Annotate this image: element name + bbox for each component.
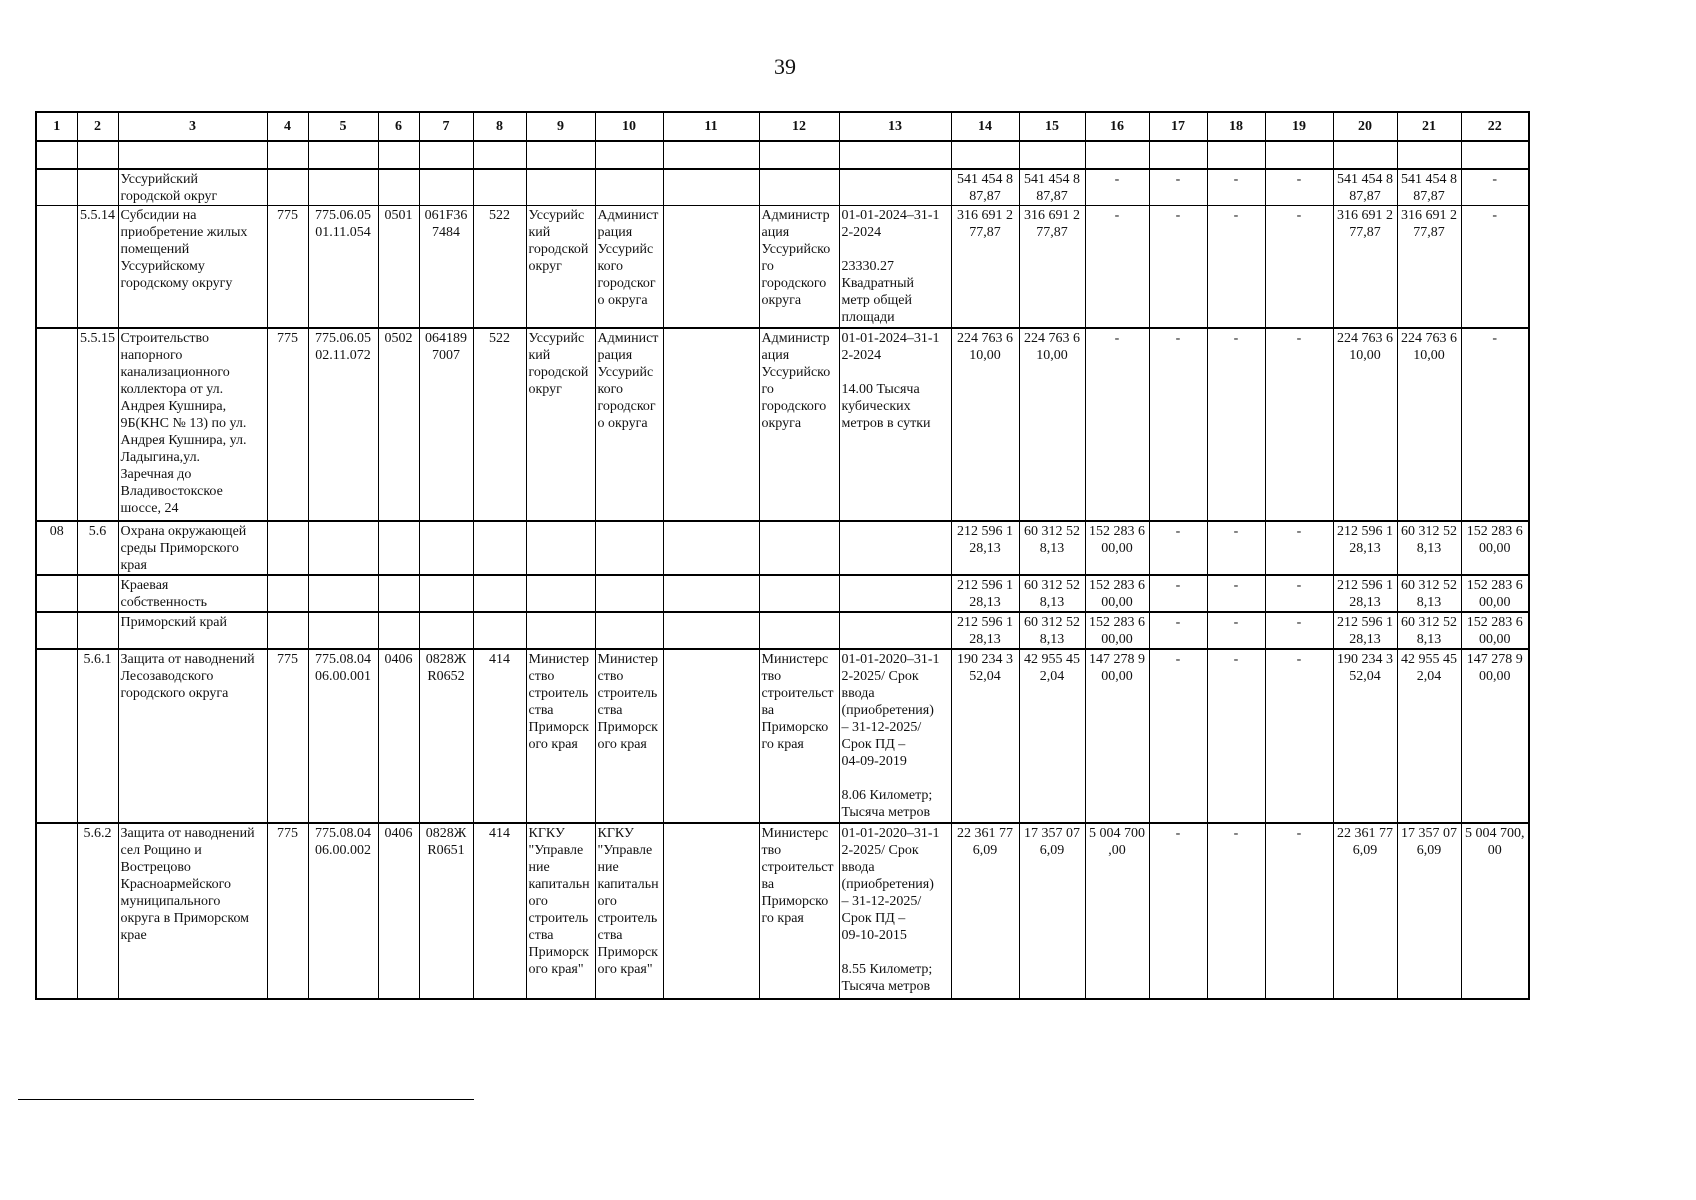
table-cell: 224 763 6 10,00 — [1333, 328, 1397, 521]
empty-cell — [595, 141, 663, 169]
table-cell: 224 763 6 10,00 — [1019, 328, 1085, 521]
table-cell: - — [1461, 206, 1529, 328]
table-cell: Охрана окружающей среды Приморского края — [118, 521, 267, 575]
table-cell — [308, 575, 378, 612]
empty-cell — [118, 141, 267, 169]
table-cell — [36, 169, 77, 206]
table-cell: 60 312 52 8,13 — [1397, 612, 1461, 649]
empty-cell — [308, 141, 378, 169]
column-header: 6 — [378, 112, 419, 141]
table-cell — [526, 521, 595, 575]
table-cell: - — [1265, 823, 1333, 999]
table-cell — [308, 169, 378, 206]
table-cell — [663, 649, 759, 823]
table-cell — [378, 575, 419, 612]
table-cell: 522 — [473, 206, 526, 328]
table-cell: 775.06.05 01.11.054 — [308, 206, 378, 328]
empty-cell — [419, 141, 473, 169]
table-cell: 152 283 6 00,00 — [1085, 575, 1149, 612]
table-cell: 147 278 9 00,00 — [1461, 649, 1529, 823]
column-header: 11 — [663, 112, 759, 141]
table-cell: 541 454 8 87,87 — [1333, 169, 1397, 206]
table-cell: - — [1461, 169, 1529, 206]
table-cell: 5.6.1 — [77, 649, 118, 823]
table-cell: - — [1265, 575, 1333, 612]
table-cell: 212 596 1 28,13 — [951, 521, 1019, 575]
table-cell — [595, 612, 663, 649]
table-cell: - — [1085, 206, 1149, 328]
column-header: 4 — [267, 112, 308, 141]
table-cell: - — [1207, 206, 1265, 328]
column-header: 15 — [1019, 112, 1085, 141]
empty-cell — [526, 141, 595, 169]
table-cell: 212 596 1 28,13 — [951, 575, 1019, 612]
table-cell — [663, 206, 759, 328]
table-cell — [759, 169, 839, 206]
table-cell: Администр ация Уссурийско го городского округа — [759, 328, 839, 521]
table-cell: 152 283 6 00,00 — [1461, 612, 1529, 649]
column-header: 1 — [36, 112, 77, 141]
column-header: 16 — [1085, 112, 1149, 141]
table-cell: - — [1207, 612, 1265, 649]
table-cell: 5 004 700, 00 — [1461, 823, 1529, 999]
table-cell: 152 283 6 00,00 — [1461, 521, 1529, 575]
table-cell — [77, 575, 118, 612]
table-cell: - — [1085, 328, 1149, 521]
table-cell: 0501 — [378, 206, 419, 328]
table-cell: - — [1207, 649, 1265, 823]
table-cell: 60 312 52 8,13 — [1397, 521, 1461, 575]
column-header: 5 — [308, 112, 378, 141]
table-cell: 42 955 45 2,04 — [1397, 649, 1461, 823]
table-cell: 22 361 77 6,09 — [951, 823, 1019, 999]
table-cell: - — [1149, 612, 1207, 649]
table-cell: Субсидии на приобретение жилых помещений Уссурийскому городскому округу — [118, 206, 267, 328]
table-cell — [526, 575, 595, 612]
table-cell: 775 — [267, 206, 308, 328]
table-cell: 541 454 8 87,87 — [1019, 169, 1085, 206]
table-cell: 152 283 6 00,00 — [1461, 575, 1529, 612]
table-cell: 5.5.14 — [77, 206, 118, 328]
table-cell: - — [1149, 521, 1207, 575]
table-cell: - — [1085, 169, 1149, 206]
table-cell: КГКУ "Управле ние капитальн ого строитель ства Приморск ого края" — [595, 823, 663, 999]
table-cell — [839, 575, 951, 612]
table-cell — [663, 521, 759, 575]
column-header: 8 — [473, 112, 526, 141]
table-cell: 775 — [267, 649, 308, 823]
table-row — [36, 823, 1529, 999]
table-cell — [839, 521, 951, 575]
table-cell: 5.6.2 — [77, 823, 118, 999]
table-cell: 190 234 3 52,04 — [1333, 649, 1397, 823]
table-cell: 152 283 6 00,00 — [1085, 521, 1149, 575]
table-cell: 17 357 07 6,09 — [1397, 823, 1461, 999]
column-header: 14 — [951, 112, 1019, 141]
table-cell — [36, 612, 77, 649]
table-row — [36, 649, 1529, 823]
table-cell — [36, 206, 77, 328]
column-header: 17 — [1149, 112, 1207, 141]
table-cell — [308, 612, 378, 649]
empty-cell — [951, 141, 1019, 169]
table-cell — [77, 612, 118, 649]
table-cell: 775 — [267, 328, 308, 521]
table-cell: 0828Ж R0651 — [419, 823, 473, 999]
table-cell — [419, 521, 473, 575]
column-header: 21 — [1397, 112, 1461, 141]
table-cell: 212 596 1 28,13 — [951, 612, 1019, 649]
table-cell: - — [1265, 169, 1333, 206]
table-cell: 190 234 3 52,04 — [951, 649, 1019, 823]
table-cell: 316 691 2 77,87 — [1397, 206, 1461, 328]
table-cell: Строительство напорного канализационного коллектора от ул. Андрея Кушнира, 9Б(КНС № 13) по ул. Андрея Кушнира, ул. Ладыгина,ул. Заречная до Владивостокское шоссе, 24 — [118, 328, 267, 521]
table-cell: Уссурийс кий городской округ — [526, 206, 595, 328]
table-cell: 01-01-2024–31-1 2-2024 23330.27 Квадратный метр общей площади — [839, 206, 951, 328]
empty-cell — [1461, 141, 1529, 169]
table-cell: - — [1207, 823, 1265, 999]
table-cell — [759, 575, 839, 612]
table-cell — [663, 823, 759, 999]
empty-cell — [1397, 141, 1461, 169]
table-cell — [473, 521, 526, 575]
table-cell — [526, 612, 595, 649]
table-cell: Администр ация Уссурийско го городского округа — [759, 206, 839, 328]
table-cell: 316 691 2 77,87 — [1333, 206, 1397, 328]
header-row — [36, 112, 1529, 141]
table-cell: - — [1207, 169, 1265, 206]
empty-cell — [839, 141, 951, 169]
table-cell: 061F36 7484 — [419, 206, 473, 328]
table-cell: Уссурийский городской округ — [118, 169, 267, 206]
table-cell: Краевая собственность — [118, 575, 267, 612]
table-cell — [663, 328, 759, 521]
table-cell: - — [1265, 521, 1333, 575]
table-cell: 08 — [36, 521, 77, 575]
table-cell — [308, 521, 378, 575]
empty-cell — [1265, 141, 1333, 169]
table-cell — [473, 612, 526, 649]
table-cell — [839, 169, 951, 206]
table-cell: - — [1149, 169, 1207, 206]
empty-cell — [267, 141, 308, 169]
table-cell: Админист рация Уссурийс кого городског о округа — [595, 328, 663, 521]
table-cell: 152 283 6 00,00 — [1085, 612, 1149, 649]
table-cell: 212 596 1 28,13 — [1333, 575, 1397, 612]
column-header: 2 — [77, 112, 118, 141]
table-cell: Админист рация Уссурийс кого городског о округа — [595, 206, 663, 328]
table-row — [36, 206, 1529, 328]
table-cell: 0406 — [378, 649, 419, 823]
table-cell — [595, 521, 663, 575]
table-cell: 414 — [473, 649, 526, 823]
table-cell: 22 361 77 6,09 — [1333, 823, 1397, 999]
empty-cell — [77, 141, 118, 169]
column-header: 7 — [419, 112, 473, 141]
table-cell: - — [1207, 575, 1265, 612]
table-cell: - — [1207, 328, 1265, 521]
table-row — [36, 575, 1529, 612]
page-number: 39 — [774, 54, 796, 79]
table-cell: - — [1461, 328, 1529, 521]
table-cell: - — [1265, 206, 1333, 328]
table-cell — [267, 575, 308, 612]
table-cell: - — [1149, 328, 1207, 521]
empty-cell — [1019, 141, 1085, 169]
table-cell — [419, 575, 473, 612]
table-cell: 01-01-2024–31-1 2-2024 14.00 Тысяча кубических метров в сутки — [839, 328, 951, 521]
column-header: 3 — [118, 112, 267, 141]
table-row — [36, 169, 1529, 206]
table-cell — [378, 169, 419, 206]
table-cell: 147 278 9 00,00 — [1085, 649, 1149, 823]
column-header: 10 — [595, 112, 663, 141]
table-cell — [378, 612, 419, 649]
table-cell: 60 312 52 8,13 — [1019, 575, 1085, 612]
table-cell — [267, 521, 308, 575]
column-header: 22 — [1461, 112, 1529, 141]
table-cell: 60 312 52 8,13 — [1397, 575, 1461, 612]
table-cell: 775.06.05 02.11.072 — [308, 328, 378, 521]
table-cell: Министерс тво строительст ва Приморско го края — [759, 649, 839, 823]
table-cell: Министер ство строитель ства Приморск ого края — [526, 649, 595, 823]
empty-cell — [663, 141, 759, 169]
empty-cell — [473, 141, 526, 169]
table-cell: 224 763 6 10,00 — [951, 328, 1019, 521]
table-cell — [77, 169, 118, 206]
table-cell: 541 454 8 87,87 — [951, 169, 1019, 206]
empty-cell — [1207, 141, 1265, 169]
table-cell — [267, 612, 308, 649]
table-cell: Министер ство строитель ства Приморск ого края — [595, 649, 663, 823]
table-cell: 212 596 1 28,13 — [1333, 521, 1397, 575]
table-cell — [839, 612, 951, 649]
table-cell — [36, 328, 77, 521]
table-cell: 0406 — [378, 823, 419, 999]
table-cell: 414 — [473, 823, 526, 999]
table-cell: 224 763 6 10,00 — [1397, 328, 1461, 521]
table-cell: - — [1265, 649, 1333, 823]
table-cell: 316 691 2 77,87 — [951, 206, 1019, 328]
table-cell — [595, 169, 663, 206]
table-cell: 01-01-2020–31-1 2-2025/ Срок ввода (приобретения) – 31-12-2025/ Срок ПД – 04-09-2019 8.06 Километр; Тысяча метров — [839, 649, 951, 823]
footnote-separator — [18, 1099, 474, 1100]
table-cell — [473, 575, 526, 612]
empty-cell — [378, 141, 419, 169]
table-cell: 775 — [267, 823, 308, 999]
table-cell — [378, 521, 419, 575]
table-cell: КГКУ "Управле ние капитальн ого строитель ства Приморск ого края" — [526, 823, 595, 999]
table-cell: Защита от наводнений сел Рощино и Вострецово Красноармейского муниципального округа в Приморском крае — [118, 823, 267, 999]
table-cell: 064189 7007 — [419, 328, 473, 521]
table-cell: Приморский край — [118, 612, 267, 649]
column-header: 12 — [759, 112, 839, 141]
table-cell: - — [1207, 521, 1265, 575]
table-cell — [595, 575, 663, 612]
table-cell — [419, 612, 473, 649]
empty-cell — [1085, 141, 1149, 169]
table-cell: Защита от наводнений Лесозаводского городского округа — [118, 649, 267, 823]
column-header: 13 — [839, 112, 951, 141]
table-row — [36, 521, 1529, 575]
column-header: 20 — [1333, 112, 1397, 141]
column-header: 9 — [526, 112, 595, 141]
table-cell — [759, 521, 839, 575]
table-cell: - — [1265, 612, 1333, 649]
table-cell: 60 312 52 8,13 — [1019, 521, 1085, 575]
table-cell: - — [1149, 575, 1207, 612]
table-cell — [36, 823, 77, 999]
table-cell: - — [1149, 206, 1207, 328]
empty-cell — [1149, 141, 1207, 169]
table-cell: 316 691 2 77,87 — [1019, 206, 1085, 328]
table-cell — [663, 612, 759, 649]
table-cell: 5 004 700 ,00 — [1085, 823, 1149, 999]
table-cell: Министерс тво строительст ва Приморско го края — [759, 823, 839, 999]
table-cell — [759, 612, 839, 649]
table-row — [36, 328, 1529, 521]
empty-cell — [759, 141, 839, 169]
column-header: 19 — [1265, 112, 1333, 141]
table-cell: Уссурийс кий городской округ — [526, 328, 595, 521]
table-cell: 42 955 45 2,04 — [1019, 649, 1085, 823]
table-cell — [473, 169, 526, 206]
table-cell: 5.6 — [77, 521, 118, 575]
table-cell: - — [1149, 823, 1207, 999]
table-cell: - — [1265, 328, 1333, 521]
table-cell — [526, 169, 595, 206]
table-cell — [267, 169, 308, 206]
table-cell — [36, 649, 77, 823]
table-cell — [663, 169, 759, 206]
table-row — [36, 612, 1529, 649]
table-cell — [663, 575, 759, 612]
table-cell: 212 596 1 28,13 — [1333, 612, 1397, 649]
table-cell — [419, 169, 473, 206]
table-cell: - — [1149, 649, 1207, 823]
empty-cell — [36, 141, 77, 169]
table-cell: 541 454 8 87,87 — [1397, 169, 1461, 206]
table-cell: 0502 — [378, 328, 419, 521]
column-header: 18 — [1207, 112, 1265, 141]
table-cell: 775.08.04 06.00.001 — [308, 649, 378, 823]
table-cell: 0828Ж R0652 — [419, 649, 473, 823]
table-cell: 5.5.15 — [77, 328, 118, 521]
table-cell: 775.08.04 06.00.002 — [308, 823, 378, 999]
table-cell — [36, 575, 77, 612]
table-cell: 17 357 07 6,09 — [1019, 823, 1085, 999]
table-cell: 60 312 52 8,13 — [1019, 612, 1085, 649]
budget-table — [35, 111, 1530, 1000]
table-cell: 522 — [473, 328, 526, 521]
empty-cell — [1333, 141, 1397, 169]
empty-row — [36, 141, 1529, 169]
table-cell: 01-01-2020–31-1 2-2025/ Срок ввода (приобретения) – 31-12-2025/ Срок ПД – 09-10-2015 8.55 Километр; Тысяча метров — [839, 823, 951, 999]
